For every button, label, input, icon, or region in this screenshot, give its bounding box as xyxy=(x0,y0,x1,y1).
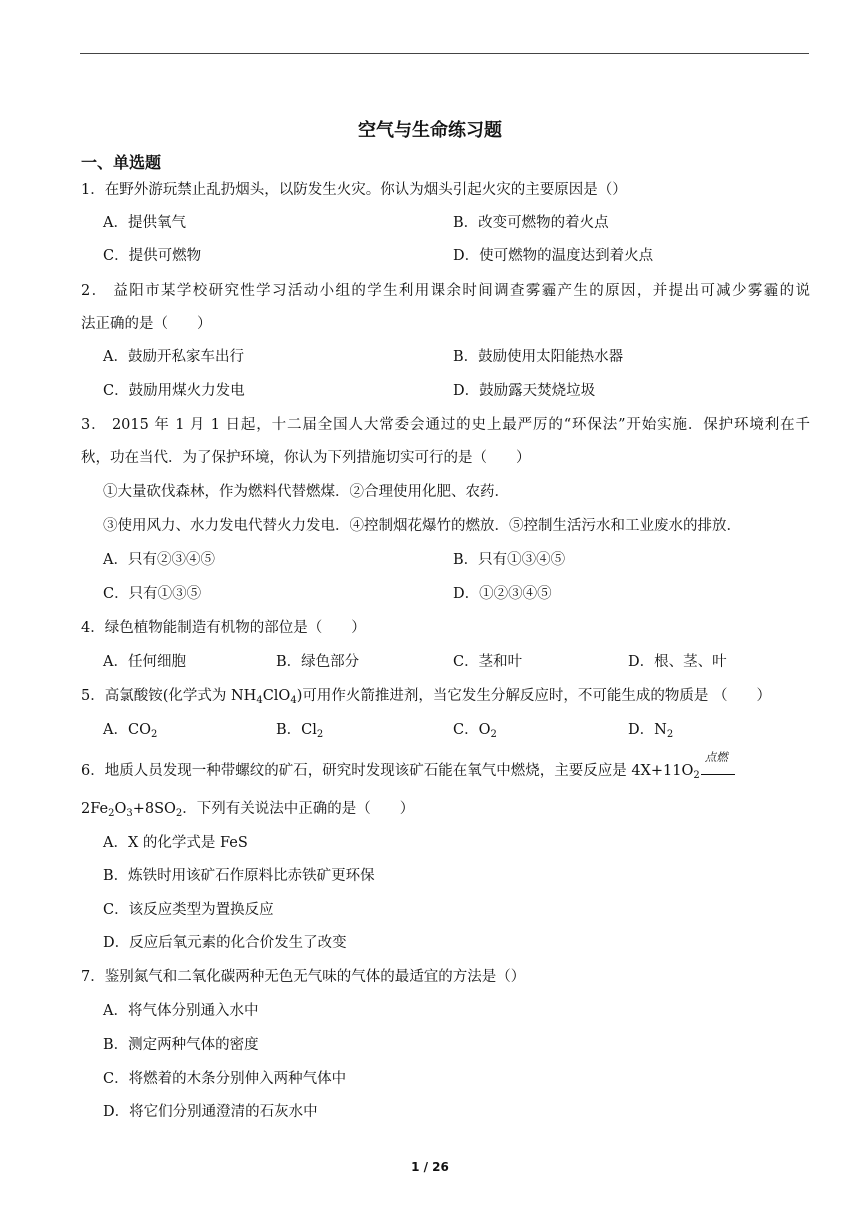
question-3-item-line-1: ①大量砍伐森林，作为燃料代替燃煤．②合理使用化肥、农药． xyxy=(103,484,509,500)
section-heading: 一、单选题 xyxy=(81,153,162,172)
question-6-stem-line-1: 6．地质人员发现一种带螺纹的矿石，研究时发现该矿石能在氧气中燃烧，主要反应是 $4X+11O_2$ 点燃 xyxy=(81,761,735,781)
question-3-option-d: D．①②③④⑤ xyxy=(453,586,552,602)
question-6-option-a: A．X 的化学式是 FeS xyxy=(103,835,248,851)
document-title: 空气与生命练习题 xyxy=(358,120,502,141)
question-6-option-d: D．反应后氧元素的化合价发生了改变 xyxy=(103,935,347,951)
question-7-option-c: C．将燃着的木条分别伸入两种气体中 xyxy=(103,1071,347,1087)
question-1-option-b: B．改变可燃物的着火点 xyxy=(453,215,609,231)
header-rule xyxy=(80,53,809,54)
question-5-stem: 5．高氯酸铵(化学式为 $NH_4ClO_4$)可用作火箭推进剂，当它发生分解反应时，不可能生成的物质是 （ ） xyxy=(81,688,771,706)
question-2-option-b: B．鼓励使用太阳能热水器 xyxy=(453,349,624,365)
question-4-option-d: D．根、茎、叶 xyxy=(628,654,727,670)
question-5-option-c: C．$O_2$ xyxy=(453,722,497,740)
question-3-stem-line-1: 3． 2015 年 1 月 1 日起，十二届全国人大常委会通过的史上最严厉的“环保法”开始实施．保护环境利在千 xyxy=(81,417,810,433)
question-5-option-d: D．$N_2$ xyxy=(628,722,674,740)
question-4-option-b: B．绿色部分 xyxy=(276,654,360,670)
question-3-option-c: C．只有①③⑤ xyxy=(103,586,202,602)
question-7-option-b: B．测定两种气体的密度 xyxy=(103,1037,259,1053)
question-6-option-b: B．炼铁时用该矿石作原料比赤铁矿更环保 xyxy=(103,868,375,884)
question-7-stem: 7．鉴别氮气和二氧化碳两种无色无气味的气体的最适宜的方法是（） xyxy=(81,969,526,985)
question-2-stem-line-1: 2． 益阳市某学校研究性学习活动小组的学生利用课余时间调查雾霾产生的原因，并提出可减少雾霾的说 xyxy=(81,283,810,299)
question-2-stem-line-2: 法正确的是（ ） xyxy=(81,316,212,332)
question-4-option-a: A．任何细胞 xyxy=(103,654,186,670)
question-7-option-d: D．将它们分别通澄清的石灰水中 xyxy=(103,1104,318,1120)
question-3-option-a: A．只有②③④⑤ xyxy=(103,552,215,568)
question-1-option-a: A．提供氧气 xyxy=(103,215,186,231)
question-1-stem: 1．在野外游玩禁止乱扔烟头，以防发生火灾。你认为烟头引起火灾的主要原因是（） xyxy=(81,182,627,198)
question-2-option-c: C．鼓励用煤火力发电 xyxy=(103,383,245,399)
question-2-option-d: D．鼓励露天焚烧垃圾 xyxy=(453,383,596,399)
reaction-condition: 点燃 xyxy=(700,761,735,781)
question-6-stem-line-2: $2Fe_2O_3+8SO_2$．下列有关说法中正确的是（ ） xyxy=(81,801,415,819)
question-5-option-a: A．$CO_2$ xyxy=(103,722,158,740)
question-3-option-b: B．只有①③④⑤ xyxy=(453,552,566,568)
question-7-option-a: A．将气体分别通入水中 xyxy=(103,1003,259,1019)
question-2-option-a: A．鼓励开私家车出行 xyxy=(103,349,244,365)
question-4-stem: 4．绿色植物能制造有机物的部位是（ ） xyxy=(81,620,366,636)
question-5-option-b: B．$Cl_2$ xyxy=(276,722,324,740)
page-number: 1 / 26 xyxy=(411,1160,449,1174)
question-3-item-line-2: ③使用风力、水力发电代替火力发电．④控制烟花爆竹的燃放．⑤控制生活污水和工业废水的排放． xyxy=(103,518,741,534)
question-3-stem-line-2: 秋，功在当代．为了保护环境，你认为下列措施切实可行的是（ ） xyxy=(81,450,531,466)
question-1-option-c: C．提供可燃物 xyxy=(103,248,202,264)
question-6-option-c: C．该反应类型为置换反应 xyxy=(103,902,274,918)
question-1-option-d: D．使可燃物的温度达到着火点 xyxy=(453,248,654,264)
question-4-option-c: C．茎和叶 xyxy=(453,654,523,670)
